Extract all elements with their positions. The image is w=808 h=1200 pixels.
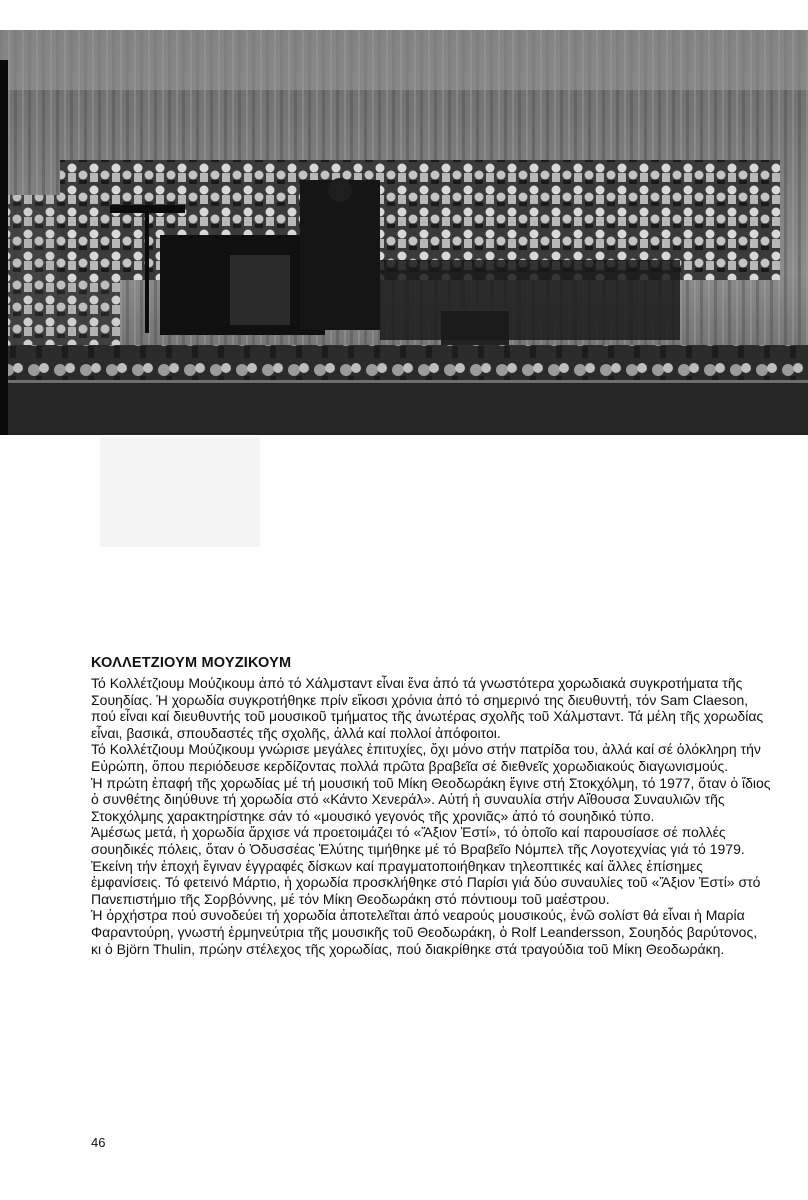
article-paragraph: Τό Κολλέτζιουμ Μούζικουμ γνώρισε μεγάλες ἐπιτυχίες, ὄχι μόνο στήν πατρίδα του, ἀλλά καί σέ ὁλόκληρη τήν Εὐρώπη, ὅπου περιόδευσε κερδίζοντας πολλά πρῶτα βραβεῖα σέ διεθνεῖς χορωδιακούς διαγωνισμούς. bbox=[91, 741, 761, 774]
music-stand bbox=[110, 205, 185, 213]
article-paragraph: Τό Κολλέτζιουμ Μούζικουμ ἀπό τό Χάλμσταντ εἶναι ἕνα ἀπό τά γνωστότερα χορωδιακά συγκροτήματα τῆς Σουηδίας. Ἡ χορωδία συγκροτήθηκε πρίν εἴκοσι χρόνια ἀπό τό σημερινό της διευθυντή, τόν Sam Claeson, πού εἶναι καί διευθυντής τοῦ μουσικοῦ τμήματος τῆς ἀνωτέρας σχολῆς τοῦ Χάλμσταντ. Τά μέλη τῆς χορωδίας εἶναι, βασικά, σπουδαστές τῆς σχολῆς, ἀλλά καί πολλοί ἀπόφοιτοι. bbox=[91, 675, 764, 741]
bleed-through-shadow bbox=[100, 437, 260, 547]
article-heading: ΚΟΛΛΕΤΖΙΟΥΜ ΜΟΥΖΙΚΟΥΜ bbox=[91, 655, 292, 671]
article-paragraph: Ἀμέσως μετά, ἡ χορωδία ἄρχισε νά προετοιμάζει τό «Ἄξιον Ἐστί», τό ὁποῖο καί παρουσίασε σέ πολλές σουηδικές πόλεις, ὅταν ὁ Ὀδυσσέας Ἐλύτης τιμήθηκε μέ τό Βραβεῖο Νόμπελ τῆς Λογοτεχνίας γιά τό 1979. Ἐκείνη τήν ἐποχή ἔγιναν ἐγγραφές δίσκων καί πραγματοποιήθηκαν τηλεοπτικές καί ἄλλες ἐπίσημες ἐμφανίσεις. Τό φετεινό Μάρτιο, ἡ χορωδία προσκλήθηκε στό Παρίσι γιά δύο συναυλίες τοῦ «Ἄξιον Ἐστί» στό Πανεπιστήμιο τῆς Σορβόννης, μέ τόν Μίκη Θεοδωράκη στό πόντιουμ τοῦ μαέστρου. bbox=[91, 824, 761, 907]
stage-floor bbox=[0, 380, 808, 435]
concert-photo-illustration bbox=[0, 30, 808, 435]
article bbox=[91, 655, 771, 957]
article-paragraph: Ἡ ὀρχήστρα πού συνοδεύει τή χορωδία ἀποτελεῖται ἀπό νεαρούς μουσικούς, ἐνῶ σολίστ θά εἶναι ἡ Μαρία Φαραντούρη, γνωστή ἑρμηνεύτρια τῆς μουσικῆς τοῦ Θεοδωράκη, ὁ Rolf Leandersson, Σουηδός βαρύτονος, κι ὁ Björn Thulin, πρώην στέλεχος τῆς χορωδίας, πού διακρίθηκε στά τραγούδια τοῦ Μίκη Θεοδωράκη. bbox=[91, 907, 758, 957]
stage-flowers bbox=[0, 345, 808, 380]
orchestra bbox=[380, 260, 680, 340]
conductor bbox=[300, 180, 380, 330]
page-number: 46 bbox=[91, 1135, 106, 1150]
article-paragraph: Ἡ πρώτη ἐπαφή τῆς χορωδίας μέ τή μουσική τοῦ Μίκη Θεοδωράκη ἔγινε στή Στοκχόλμη, τό 1977, ὅταν ὁ ἴδιος ὁ συνθέτης διηύθυνε τή χορωδία στό «Κάντο Χενεράλ». Αὐτή ἡ συναυλία στήν Αἴθουσα Συναυλιῶν τῆς Στοκχόλμης χαρακτηρίστηκε σάν τό «μουσικό γεγονός τῆς χρονιᾶς» ἀπό τό σουηδικό τύπο. bbox=[91, 774, 771, 824]
concert-photo bbox=[0, 30, 808, 435]
